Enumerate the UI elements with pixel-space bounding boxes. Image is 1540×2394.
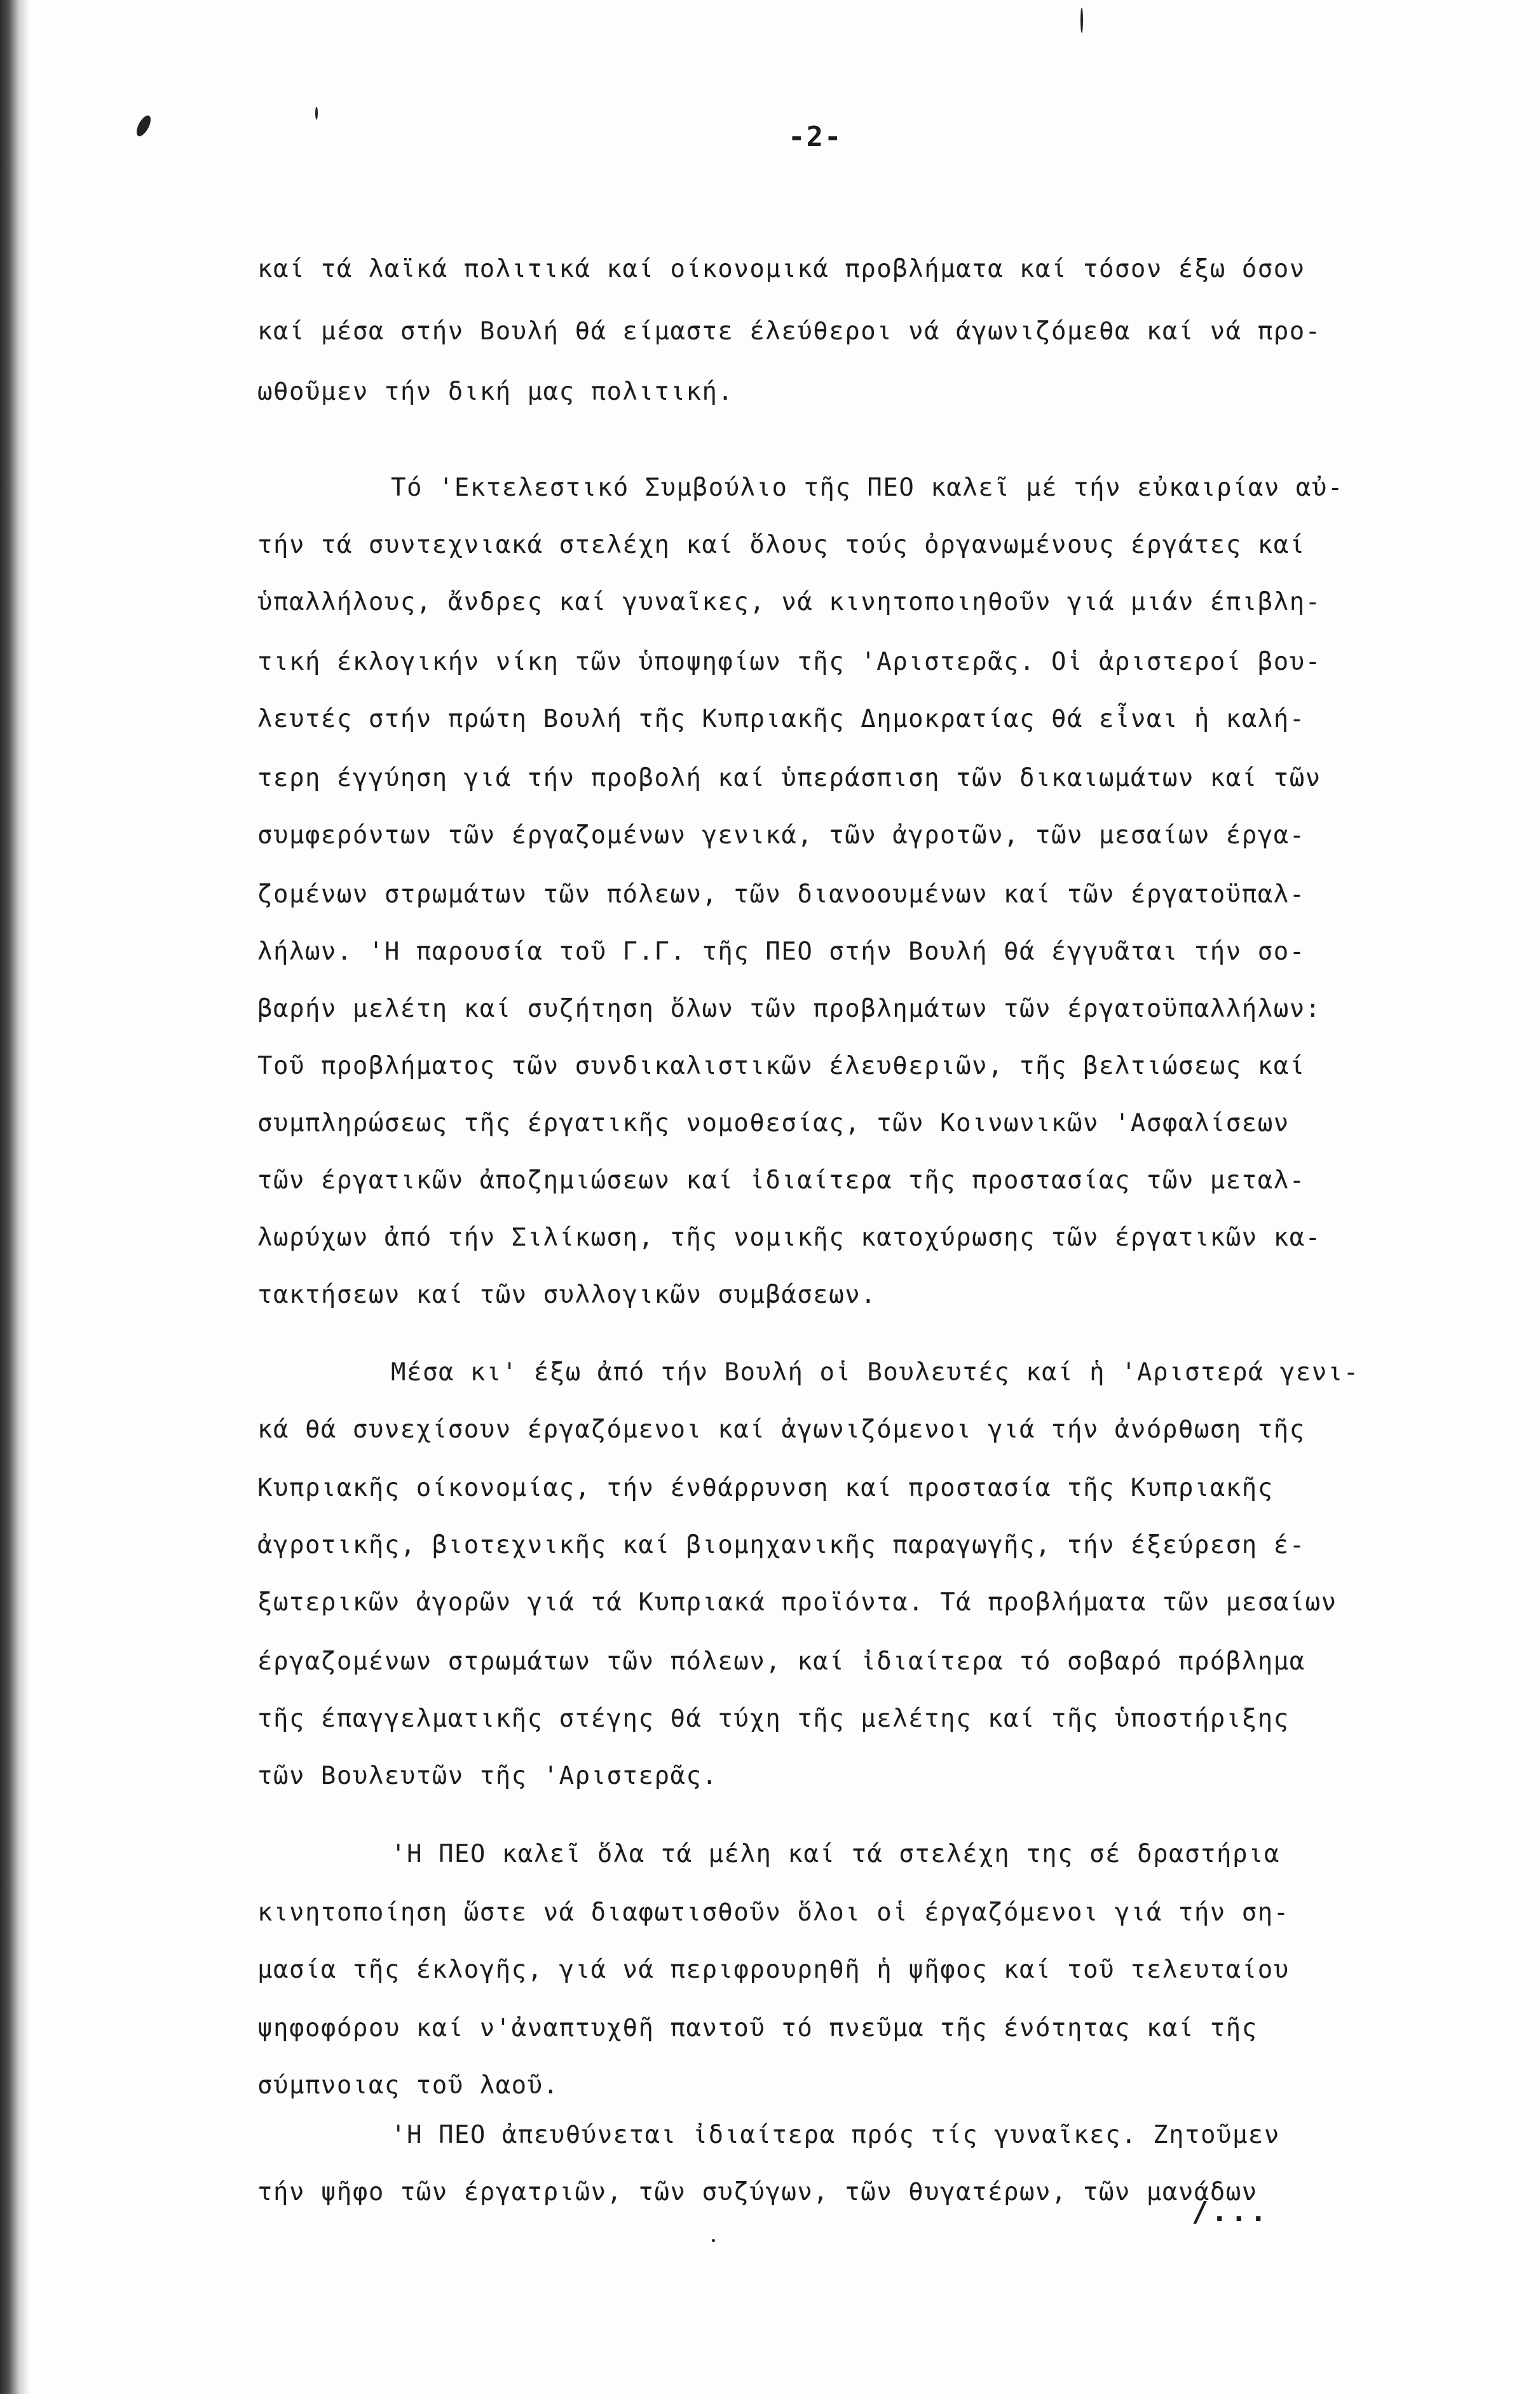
- text-line: τῶν Βουλευτῶν τῆς 'Αριστερᾶς.: [257, 1762, 718, 1790]
- text-line: κά θά συνεχίσουν έργαζόμενοι καί ἀγωνιζόμενοι γιά τήν ἀνόρθωση τῆς: [257, 1415, 1305, 1444]
- text-line: καί τά λαϊκά πολιτικά καί οίκονομικά προβλήματα καί τόσον έξω όσον: [257, 255, 1305, 283]
- text-line: συμφερόντων τῶν έργαζομένων γενικά, τῶν ἀγροτῶν, τῶν μεσαίων έργα-: [257, 821, 1305, 850]
- text-line: Μέσα κι' έξω ἀπό τήν Βουλή οἱ Βουλευτές καί ἡ 'Αριστερά γενι-: [391, 1358, 1359, 1387]
- scan-speck: [315, 107, 318, 119]
- scan-edge-shadow: [0, 0, 29, 2394]
- text-line: ὑπαλλήλους, ἄνδρες καί γυναῖκες, νά κινητοποιηθοῦν γιά μιάν έπιβλη-: [257, 588, 1321, 616]
- text-line: τήν τά συντεχνιακά στελέχη καί ὅλους τούς ὀργανωμένους έργάτες καί: [257, 531, 1305, 559]
- text-line: κινητοποίηση ὥστε νά διαφωτισθοῦν ὅλοι οἱ έργαζόμενοι γιά τήν ση-: [257, 1898, 1290, 1927]
- text-line: ξωτερικῶν ἀγορῶν γιά τά Κυπριακά προϊόντα. Τά προβλήματα τῶν μεσαίων: [257, 1588, 1337, 1617]
- page-number: -2-: [788, 121, 843, 153]
- text-line: 'Η ΠΕΟ ἀπευθύνεται ἰδιαίτερα πρός τίς γυναῖκες. Ζητοῦμεν: [391, 2121, 1280, 2149]
- text-line: λωρύχων ἀπό τήν Σιλίκωση, τῆς νομικῆς κατοχύρωσης τῶν έργατικῶν κα-: [257, 1223, 1321, 1252]
- text-line: Κυπριακῆς οίκονομίας, τήν ένθάρρυνση καί προστασία τῆς Κυπριακῆς: [257, 1474, 1274, 1502]
- text-line: λευτές στήν πρώτη Βουλή τῆς Κυπριακῆς Δημοκρατίας θά εἶναι ἡ καλή-: [257, 705, 1305, 733]
- text-line: σύμπνοιας τοῦ λαοῦ.: [257, 2071, 559, 2100]
- text-line: βαρήν μελέτη καί συζήτηση ὅλων τῶν προβλημάτων τῶν έργατοϋπαλλήλων:: [257, 995, 1321, 1023]
- continuation-mark: /...: [1192, 2196, 1269, 2228]
- text-line: συμπληρώσεως τῆς έργατικῆς νομοθεσίας, τῶν Κοινωνικῶν 'Ασφαλίσεων: [257, 1109, 1290, 1138]
- text-line: έργαζομένων στρωμάτων τῶν πόλεων, καί ἰδιαίτερα τό σοβαρό πρόβλημα: [257, 1647, 1305, 1676]
- scan-speck: [712, 2239, 715, 2242]
- text-line: τῆς έπαγγελματικῆς στέγης θά τύχη τῆς μελέτης καί τῆς ὑποστήριξης: [257, 1704, 1290, 1733]
- text-line: ἀγροτικῆς, βιοτεχνικῆς καί βιομηχανικῆς παραγωγῆς, τήν έξεύρεση έ-: [257, 1531, 1305, 1560]
- text-line: τακτήσεων καί τῶν συλλογικῶν συμβάσεων.: [257, 1281, 877, 1309]
- text-line: τῶν έργατικῶν ἀποζημιώσεων καί ἰδιαίτερα τῆς προστασίας τῶν μεταλ-: [257, 1166, 1305, 1195]
- text-line: τερη έγγύηση γιά τήν προβολή καί ὑπεράσπιση τῶν δικαιωμάτων καί τῶν: [257, 764, 1321, 792]
- text-line: ψηφοφόρου καί ν'ἀναπτυχθῆ παντοῦ τό πνεῦμα τῆς ένότητας καί τῆς: [257, 2014, 1258, 2043]
- text-line: 'Η ΠΕΟ καλεῖ ὅλα τά μέλη καί τά στελέχη της σέ δραστήρια: [391, 1840, 1280, 1868]
- text-line: λήλων. 'Η παρουσία τοῦ Γ.Γ. τῆς ΠΕΟ στήν Βουλή θά έγγυᾶται τήν σο-: [257, 937, 1305, 966]
- text-line: ζομένων στρωμάτων τῶν πόλεων, τῶν διανοουμένων καί τῶν έργατοϋπαλ-: [257, 880, 1305, 909]
- text-line: Τό 'Εκτελεστικό Συμβούλιο τῆς ΠΕΟ καλεῖ μέ τήν εὐκαιρίαν αὐ-: [391, 473, 1344, 502]
- scan-speck: [1080, 8, 1083, 33]
- text-line: καί μέσα στήν Βουλή θά είμαστε έλεύθεροι νά άγωνιζόμεθα καί νά προ-: [257, 317, 1321, 346]
- text-line: ωθοῦμεν τήν δική μας πολιτική.: [257, 377, 734, 406]
- scan-speck: [133, 113, 153, 138]
- text-line: Τοῦ προβλήματος τῶν συνδικαλιστικῶν έλευθεριῶν, τῆς βελτιώσεως καί: [257, 1052, 1305, 1080]
- text-line: τήν ψῆφο τῶν έργατριῶν, τῶν συζύγων, τῶν θυγατέρων, τῶν μανάδων: [257, 2178, 1258, 2207]
- text-line: μασία τῆς έκλογῆς, γιά νά περιφρουρηθῆ ἡ ψῆφος καί τοῦ τελευταίου: [257, 1955, 1290, 1984]
- text-line: τική έκλογικήν νίκη τῶν ὑποψηφίων τῆς 'Αριστερᾶς. Οἱ ἀριστεροί βου-: [257, 648, 1321, 676]
